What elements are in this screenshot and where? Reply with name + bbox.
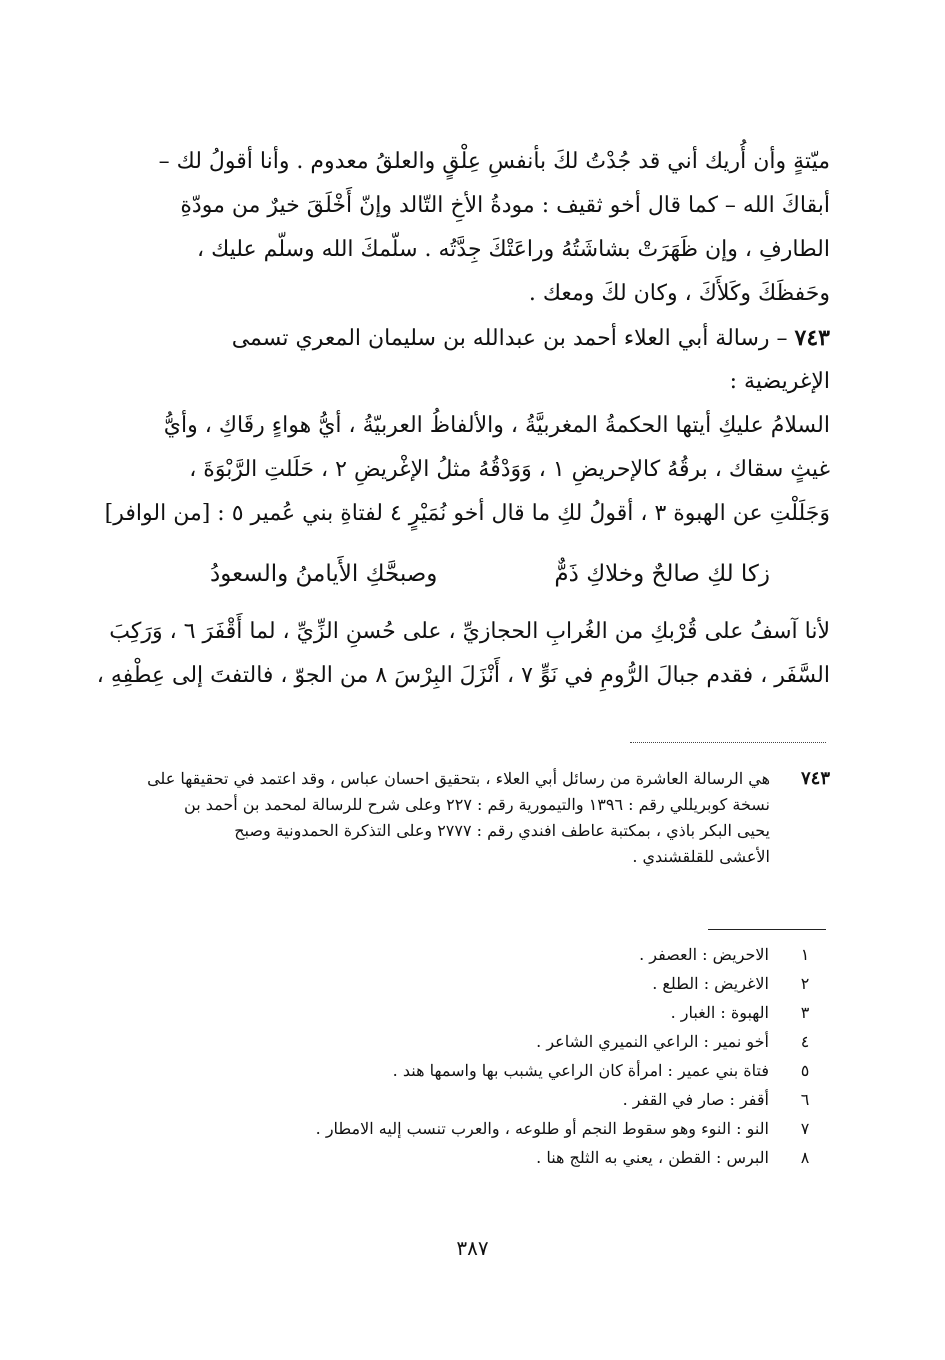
note-text: الاحريض : العصفر . bbox=[639, 945, 769, 964]
footnote-divider-dotted bbox=[630, 742, 826, 743]
note-number: ٤ bbox=[800, 1032, 810, 1051]
note-number: ٣ bbox=[800, 1003, 810, 1022]
note-item bbox=[200, 1085, 825, 1114]
verse-first-hemistich: زكا لكِ صالحٌ وخلاكِ ذَمٌّ bbox=[554, 561, 770, 587]
note-item bbox=[200, 1056, 825, 1085]
letter-heading-text: – رسالة أبي العلاء أحمد بن عبدالله بن سليمان المعري تسمى bbox=[231, 326, 795, 351]
note-item bbox=[200, 1027, 825, 1056]
note-text: الهبوة : الغبار . bbox=[670, 1003, 769, 1022]
note-text: فتاة بني عمير : امرأة كان الراعي يشبب بها واسمها هند . bbox=[392, 1061, 769, 1080]
letter-number: ٧٤٣ bbox=[794, 325, 830, 351]
note-number: ٨ bbox=[800, 1148, 810, 1167]
verse-second-hemistich: وصبحَّكِ الأَيامنُ والسعودُ bbox=[210, 561, 438, 587]
note-item bbox=[200, 969, 825, 998]
letter-continuation bbox=[96, 610, 830, 698]
note-number: ٧ bbox=[800, 1119, 810, 1138]
note-item bbox=[200, 1143, 825, 1172]
letter-line: غيثٍ سقاك ، برقُهُ كالإحريضِ ١ ، وَوَدْقُهُ مثلُ الإغْريضِ ٢ ، حَلَلتِ الرَّبْوَةَ ، bbox=[189, 457, 830, 482]
glossary-notes bbox=[200, 940, 825, 1172]
note-item bbox=[200, 998, 825, 1027]
body-line: أبقاكَ الله – كما قال أخو ثقيف : مودةُ الأخِ التّالد وإنّ أَخْلَقَ خيرٌ من مودّةِ bbox=[180, 193, 830, 218]
note-text: الاغريض : الطلع . bbox=[652, 974, 769, 993]
body-line: وحَفظَكَ وكَلأَكَ ، وكان لكَ ومعك . bbox=[528, 281, 830, 306]
footnote-line: يحيى البكر باذي ، بمكتبة عاطف افندي رقم : ٢٧٧٧ وعلى التذكرة الحمدونية وصبح bbox=[234, 821, 770, 840]
note-text: البرس : القطن ، يعني به الثلج هنا . bbox=[536, 1148, 769, 1167]
note-text: أخو نمير : الراعي النميري الشاعر . bbox=[536, 1032, 769, 1051]
body-text bbox=[104, 140, 830, 536]
note-number: ١ bbox=[800, 945, 810, 964]
letter-line: السَّفَر ، فقدم جبالَ الرُّومِ في نَوٍّ ٧ ، أَنْزَلَ البِرْسَ ٨ من الجوّ ، فالتفتَ إلى عِطْفِهِ ، bbox=[96, 663, 830, 688]
note-number: ٥ bbox=[800, 1061, 810, 1080]
letter-heading-continuation: الإغريضية : bbox=[729, 369, 830, 394]
note-text: أقفر : صار في القفر . bbox=[622, 1090, 769, 1109]
body-line: ميّتةٍ وأن أُريك أني قد جُدْتُ لكَ بأنفسِ عِلْقٍ والعلقُ معدوم . وأنا أقولُ لك – bbox=[158, 149, 830, 174]
letter-line: السلامُ عليكِ أيتها الحكمةُ المغربيَّةُ ، والألفاظُ العربيّةُ ، أيُّ هواءٍ رقَاكِ ، وأيُّ bbox=[163, 413, 830, 438]
note-number: ٢ bbox=[800, 974, 810, 993]
footnote-line: الأعشى للقلقشندي . bbox=[632, 847, 770, 866]
letter-line: وَجَلَلْتِ عن الهبوة ٣ ، أقولُ لكِ ما قال أخو نُمَيْرٍ ٤ لفتاةِ بني عُمير ٥ : [من الوافر] bbox=[104, 501, 830, 526]
note-number: ٦ bbox=[800, 1090, 810, 1109]
footnote-divider-solid bbox=[708, 929, 826, 930]
note-item bbox=[200, 1114, 825, 1143]
letter-heading bbox=[160, 316, 830, 360]
page-number: ٣٨٧ bbox=[456, 1236, 489, 1260]
body-line: الطارفِ ، وإن ظَهَرَتْ بشاشَتُهُ وراعَتْكَ جِدَّتُه . سلّمكَ الله وسلّم عليك ، bbox=[197, 237, 830, 262]
footnote-line: هي الرسالة العاشرة من رسائل أبي العلاء ، بتحقيق احسان عباس ، وقد اعتمد في تحقيقها على bbox=[147, 769, 770, 788]
note-text: النو : النوء وهو سقوط النجم أو طلوعه ، والعرب تنسب إليه الامطار . bbox=[315, 1119, 769, 1138]
footnote-number: ٧٤٣ bbox=[800, 768, 830, 789]
letter-source-footnote bbox=[147, 766, 830, 870]
footnote-line: نسخة كوبريللي رقم : ١٣٩٦ والتيمورية رقم : ٢٢٧ وعلى شرح للرسالة لمحمد بن أحمد بن bbox=[184, 795, 770, 814]
poem-verse bbox=[210, 552, 770, 596]
letter-line: لأنا آسفُ على قُرْبكِ من الغُرابِ الحجازيِّ ، على حُسنِ الزِّيِّ ، لما أَقْفَرَ ٦ ، وَرَكِبَ bbox=[109, 619, 830, 644]
note-item bbox=[200, 940, 825, 969]
